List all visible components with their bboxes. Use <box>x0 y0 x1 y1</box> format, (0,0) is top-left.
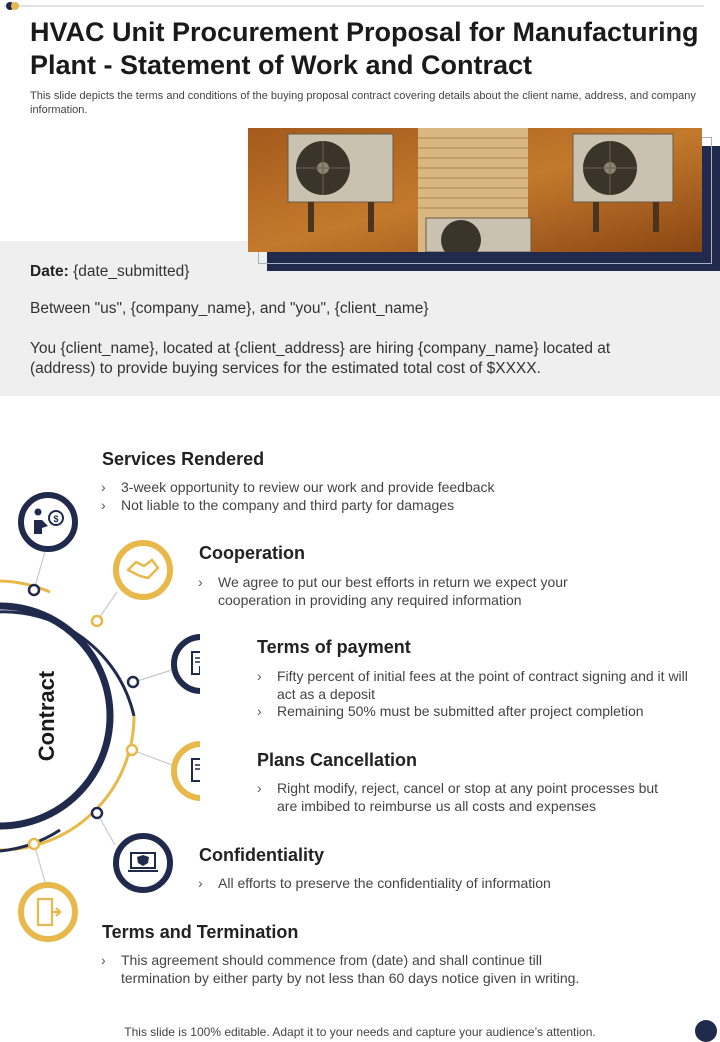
invoice-icon <box>174 637 200 691</box>
bullet-text: Right modify, reject, cancel or stop at any point processes but are imbibed to reimburse us all costs and expenses <box>277 780 659 814</box>
contract-label: Contract <box>34 670 59 762</box>
contract-diagram <box>0 480 200 950</box>
bullet-payment-2 <box>257 702 697 720</box>
section-title-termination: Terms and Termination <box>102 922 299 942</box>
date-line <box>30 262 189 282</box>
chevron-icon: › <box>101 497 106 513</box>
hiring-line: You {client_name}, located at {client_address} are hiring {company_name} located at (address) to provide buying services for the estimated total cost of $XXXX. <box>30 340 611 377</box>
bullet-text: Not liable to the company and third party for damages <box>121 497 455 513</box>
top-rule <box>4 5 704 7</box>
connector-dot <box>127 745 137 755</box>
section-title-cancellation: Plans Cancellation <box>257 750 418 770</box>
connector-dot <box>29 585 39 595</box>
date-value: {date_submitted} <box>68 263 190 280</box>
connector-dot <box>29 839 39 849</box>
connector-dot <box>92 616 102 626</box>
bullet-text: 3-week opportunity to review our work and provide feedback <box>121 479 495 495</box>
shield-laptop-icon <box>116 836 170 890</box>
bullet-confidentiality-1 <box>198 874 678 892</box>
outer-ring-gold <box>0 716 134 850</box>
connector-dot <box>128 677 138 687</box>
bullet-services-1 <box>101 478 681 496</box>
bullet-termination-1 <box>101 951 611 987</box>
bullet-text: Remaining 50% must be submitted after project completion <box>277 703 644 719</box>
bullet-text: We agree to put our best efforts in return we expect your cooperation in providing any required information <box>218 574 568 608</box>
chevron-icon: › <box>198 574 203 590</box>
bullet-payment-1 <box>257 667 697 703</box>
connector-dot <box>92 808 102 818</box>
section-title-payment: Terms of payment <box>257 637 411 657</box>
page-subtitle: This slide depicts the terms and conditions of the buying proposal contract covering details about the client name, address, and company information. <box>30 90 696 116</box>
outer-ring-navy-top <box>0 612 134 716</box>
money-hand-icon <box>21 495 75 549</box>
page-title: HVAC Unit Procurement Proposal for Manufacturing Plant - Statement of Work and Contract <box>30 17 699 80</box>
date-label: Date: <box>30 263 69 280</box>
document-cancel-icon <box>174 744 200 798</box>
chevron-icon: › <box>257 780 262 796</box>
section-title-confidentiality: Confidentiality <box>199 845 324 865</box>
chevron-icon: › <box>101 479 106 495</box>
chevron-icon: › <box>257 703 262 719</box>
chevron-icon: › <box>198 875 203 891</box>
handshake-icon <box>116 543 170 597</box>
bullet-cooperation-1 <box>198 573 598 609</box>
svg-text:$: $ <box>53 514 59 524</box>
bullet-text: This agreement should commence from (date) and shall continue till termination by either party by not less than 60 days notice given in writing. <box>121 952 580 986</box>
hvac-units-photo <box>248 128 702 252</box>
bullet-text: Fifty percent of initial fees at the point of contract signing and it will act as a deposit <box>277 668 688 702</box>
footer-note: This slide is 100% editable. Adapt it to your needs and capture your audience’s attention. <box>124 1025 596 1039</box>
between-line: Between "us", {company_name}, and "you", {client_name} <box>30 300 429 317</box>
exit-door-icon <box>21 885 75 939</box>
footer-dot <box>695 1020 717 1042</box>
section-title-services: Services Rendered <box>102 449 265 469</box>
bullet-services-2 <box>101 496 681 514</box>
chevron-icon: › <box>101 952 106 968</box>
chevron-icon: › <box>257 668 262 684</box>
section-title-cooperation: Cooperation <box>199 543 305 563</box>
top-dot-gold <box>11 2 19 10</box>
bullet-cancellation-1 <box>257 779 667 815</box>
outer-ring-gold-top <box>0 581 50 592</box>
bullet-text: All efforts to preserve the confidentiality of information <box>218 875 551 891</box>
